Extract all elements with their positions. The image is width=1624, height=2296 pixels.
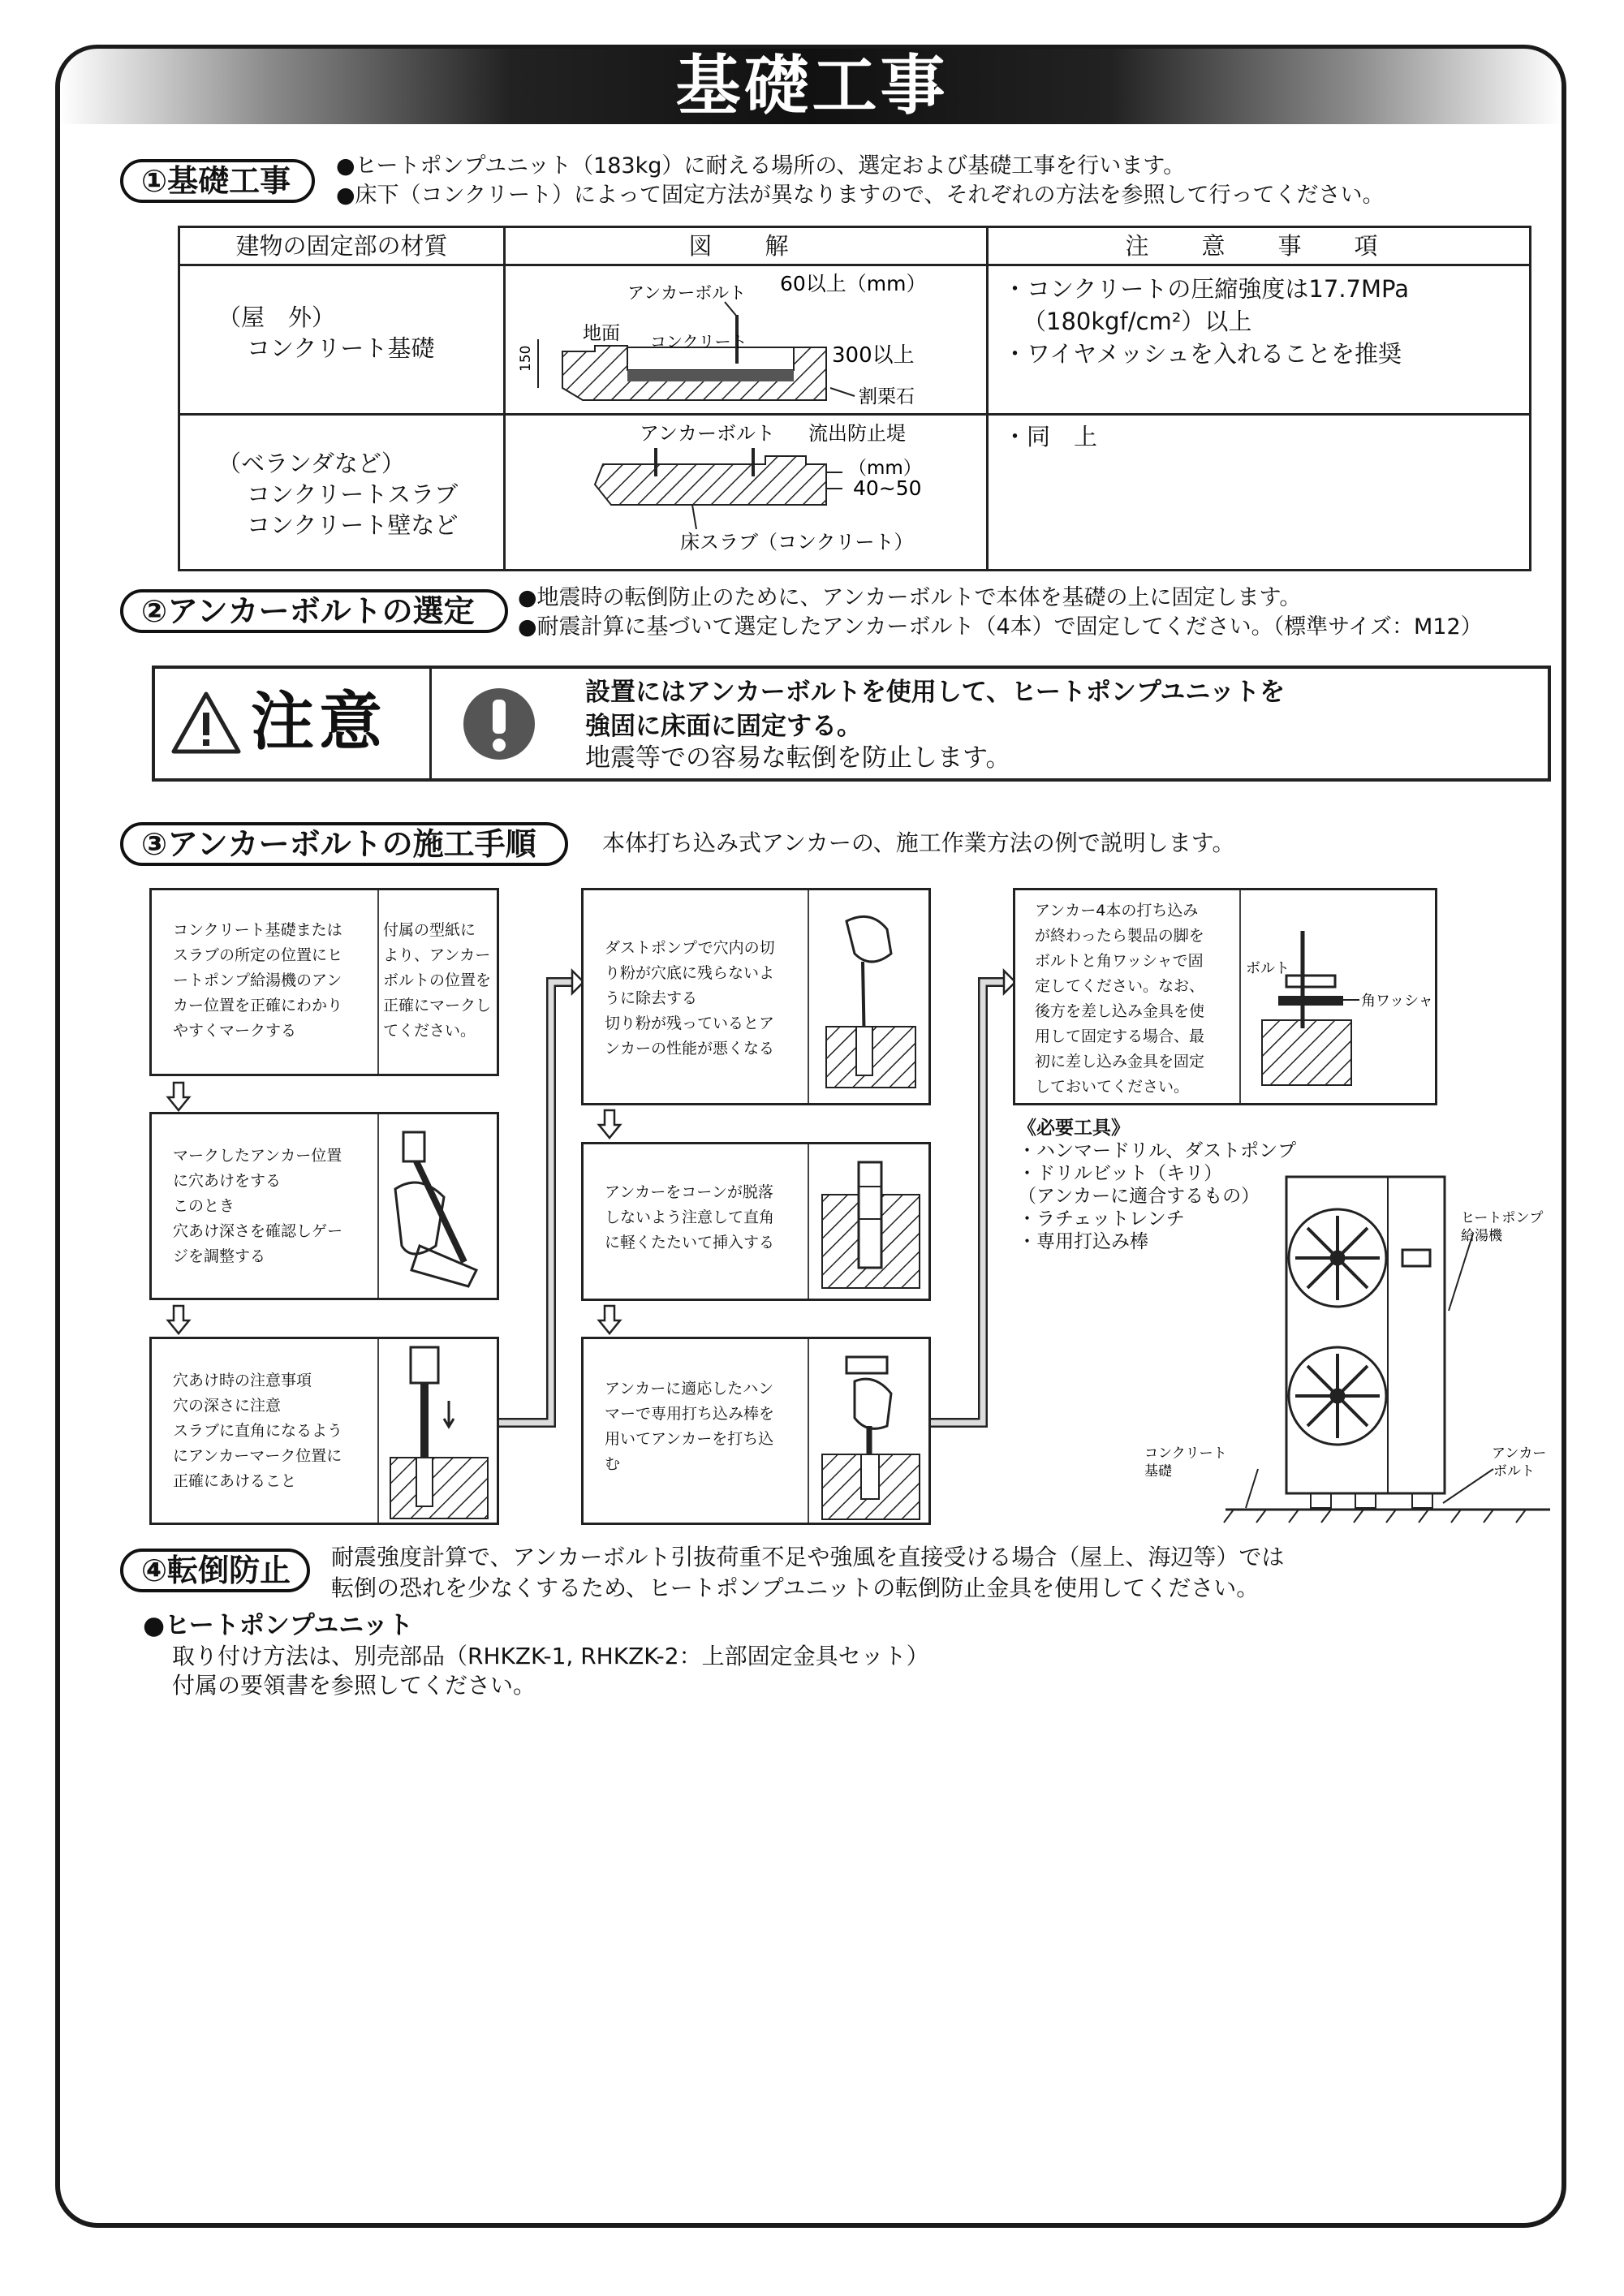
tool-3: （アンカーに適合するもの）: [1018, 1186, 1260, 1207]
row1-note-2: （180kgf/cm²）以上: [1023, 308, 1252, 335]
foundation-table: [178, 226, 1531, 571]
bolt-washer-illustration: [1246, 907, 1432, 1093]
arrow-down-icon: [166, 1081, 191, 1112]
row1-material: [179, 265, 505, 415]
fig1-150-label: 150: [518, 345, 534, 372]
drill-illustration: [387, 1124, 493, 1291]
section-4-label: ④転倒防止: [120, 1549, 310, 1592]
balcony-slab-figure: [506, 416, 957, 563]
tool-1: ・ハンマードリル、ダストポンプ: [1018, 1140, 1297, 1161]
fig1-sixty-label: 60以上（mm）: [780, 272, 927, 295]
row2-mat-1: （ベランダなど）: [218, 450, 405, 477]
row1-notes: [988, 265, 1531, 415]
s4-bullet: ●ヒートポンプユニット: [143, 1611, 414, 1640]
th-notes: 注 意 事 項: [988, 227, 1531, 265]
row1-mat-1: （屋 外）: [218, 304, 336, 331]
tool-5: ・専用打込み棒: [1018, 1231, 1148, 1252]
s1-line-1: ●ヒートポンプユニット（183kg）に耐える場所の、選定および基礎工事を行います。: [336, 153, 1186, 179]
step-7-box: [1013, 888, 1437, 1105]
row1-mat-2: コンクリート基礎: [247, 334, 435, 362]
row2-diagram: [505, 415, 988, 571]
step-5-box: [581, 1142, 931, 1301]
s1-line-2: ●床下（コンクリート）によって固定方法が異なりますので、それぞれの方法を参照して行ってください。: [336, 183, 1385, 208]
row2-note-1: ・同 上: [1003, 423, 1098, 450]
section-2-label: ②アンカーボルトの選定: [120, 589, 508, 633]
s4-line-1: 耐震強度計算で、アンカーボルト引抜荷重不足や強風を直接受ける場合（屋上、海辺等）では: [331, 1544, 1285, 1570]
unit-label-2: 給湯機: [1461, 1228, 1502, 1244]
anchor-label-1: アンカー: [1492, 1445, 1547, 1462]
caution-normal: 地震等での容易な転倒を防止します。: [585, 743, 1011, 773]
hammer-drive-illustration: [814, 1349, 928, 1523]
step-1-box: [149, 888, 499, 1076]
arrow-down-icon: [166, 1304, 191, 1335]
s4-line-2: 転倒の恐れを少なくするため、ヒートポンプユニットの転倒防止金具を使用してください。: [331, 1574, 1260, 1601]
fig2-range-label: 40~50: [853, 476, 922, 500]
row2-material: [179, 415, 505, 571]
row2-mat-2: コンクリートスラブ: [247, 480, 459, 508]
tools-title: 《必要工具》: [1018, 1118, 1130, 1139]
step-6-box: [581, 1337, 931, 1525]
page-title: 基礎工事: [675, 48, 949, 123]
th-material: 建物の固定部の材質: [179, 227, 505, 265]
arrow-down-icon: [597, 1109, 622, 1139]
step-4-box: [581, 888, 931, 1105]
caution-bold-2: 強固に床面に固定する。: [585, 712, 862, 741]
caution-box: [152, 666, 1551, 782]
heat-pump-unit-illustration: [1136, 1169, 1558, 1526]
bolt-label: ボルト: [1246, 960, 1290, 977]
base-label-1: コンクリート: [1144, 1445, 1227, 1462]
step-6-text: アンカーに適応したハン マーで専用打ち込み棒を 用いてアンカーを打ち込 む: [605, 1380, 775, 1473]
exclamation-icon: [462, 687, 536, 761]
s4-sub-1: 取り付け方法は、別売部品（RHKZK-1, RHKZK-2：上部固定金具セット）: [172, 1643, 929, 1669]
step-7-text: アンカー4本の打ち込み が終わったら製品の脚を ボルトと角ワッシャで固 定してください。なお、 後方を差し込み金具を使 用して固定する場合、最 初に差し込み金具を固定 しておいてください。: [1035, 902, 1205, 1096]
row1-note-1: ・コンクリートの圧縮強度は17.7MPa: [1003, 275, 1409, 303]
th-diagram: 図 解: [505, 227, 988, 265]
fig1-ground-label: 地面: [583, 323, 620, 344]
step-1-text: コンクリート基礎または スラブの所定の位置にヒ ートポンプ給湯機のアン カー位置を正確にわかり やすくマークする: [173, 921, 343, 1040]
row1-note-3: ・ワイヤメッシュを入れることを推奨: [1003, 340, 1402, 368]
tool-2: ・ドリルビット（キリ）: [1018, 1163, 1223, 1184]
step-2-box: [149, 1112, 499, 1300]
fig2-anchor-label: アンカーボルト: [640, 422, 776, 445]
row2-mat-3: コンクリート壁など: [247, 511, 459, 539]
step-2-text: マークしたアンカー位置 に穴あけをする このとき 穴あけ深さを確認しゲー ジを調整する: [173, 1147, 343, 1265]
section-3-label: ③アンカーボルトの施工手順: [120, 822, 568, 866]
anchor-insert-illustration: [814, 1154, 928, 1292]
fig1-concrete-label: コンクリート: [650, 332, 747, 351]
washer-label: 角ワッシャ: [1361, 993, 1433, 1010]
section-1-label: ①基礎工事: [120, 159, 315, 203]
unit-label-1: ヒートポンプ: [1461, 1210, 1544, 1226]
s2-line-1: ●地震時の転倒防止のために、アンカーボルトで本体を基礎の上に固定します。: [518, 585, 1302, 610]
base-label-2: 基礎: [1144, 1463, 1172, 1480]
s2-line-2: ●耐震計算に基づいて選定したアンカーボルト（4本）で固定してください。（標準サイズ：M12）: [518, 614, 1483, 640]
warning-triangle-icon: [170, 690, 243, 756]
caution-label: 注意: [251, 686, 388, 759]
s4-sub-2: 付属の要領書を参照してください。: [172, 1672, 536, 1699]
step-3-box: [149, 1337, 499, 1525]
fig1-anchor-label: アンカーボルト: [627, 283, 747, 303]
outdoor-foundation-figure: [506, 266, 957, 407]
fig2-dam-label: 流出防止堤: [808, 422, 906, 445]
step-1-note: 付属の型紙に より、アンカー ボルトの位置を 正確にマークし てください。: [383, 921, 492, 1040]
tool-4: ・ラチェットレンチ: [1018, 1208, 1185, 1230]
fig2-mm-label: （mm）: [848, 458, 922, 479]
fig1-300-label: 300以上: [832, 343, 915, 368]
step-4-text: ダストポンプで穴内の切 り粉が穴底に残らないよ うに除去する 切り粉が残っているとア ンカーの性能が悪くなる: [605, 939, 775, 1058]
dust-pump-illustration: [814, 905, 928, 1092]
row2-notes: [988, 415, 1531, 571]
connector-arrow: [499, 971, 584, 1433]
fig2-slab-label: 床スラブ（コンクリート）: [680, 531, 914, 554]
step-5-text: アンカーをコーンが脱落 しないよう注意して直角 に軽くたたいて挿入する: [605, 1183, 775, 1251]
fig1-gravel-label: 割栗石: [859, 386, 915, 407]
hole-depth-illustration: [382, 1344, 496, 1523]
s3-desc: 本体打ち込み式アンカーの、施工作業方法の例で説明します。: [602, 829, 1235, 856]
row1-diagram: [505, 265, 988, 415]
step-3-text: 穴あけ時の注意事項 穴の深さに注意 スラブに直角になるよう にアンカーマーク位置に 正確にあけること: [173, 1372, 343, 1490]
anchor-label-2: ボルト: [1493, 1463, 1535, 1480]
arrow-down-icon: [597, 1304, 622, 1335]
connector-arrow: [931, 971, 1016, 1433]
caution-bold-1: 設置にはアンカーボルトを使用して、ヒートポンプユニットを: [585, 678, 1286, 707]
